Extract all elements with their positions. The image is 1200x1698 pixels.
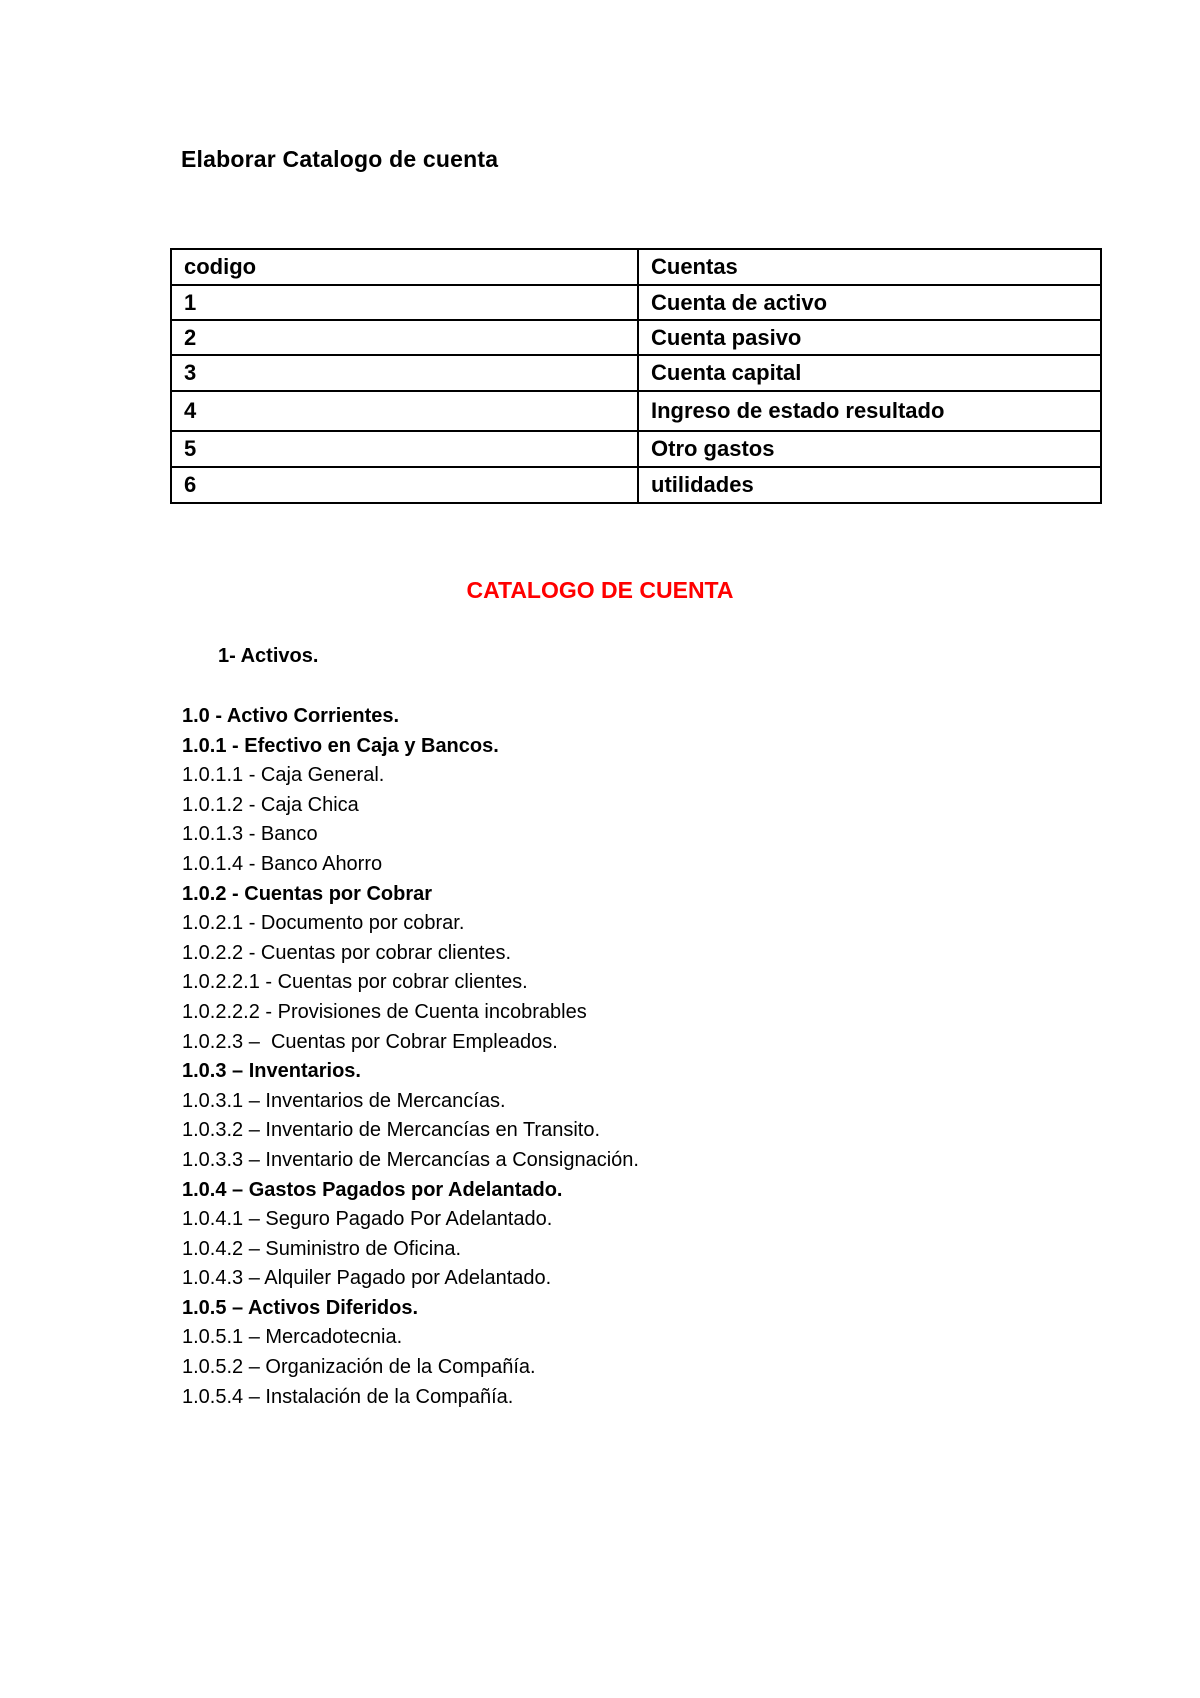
table-row: [171, 285, 1101, 320]
table-row: [171, 320, 1101, 355]
catalog-entry: 1.0.3.3 – Inventario de Mercancías a Consignación.: [182, 1148, 639, 1171]
catalog-entry: 1.0.2 - Cuentas por Cobrar: [182, 882, 433, 905]
table-cell-account: Cuenta pasivo: [638, 320, 1101, 355]
catalog-entry: 1.0.5.2 – Organización de la Compañía.: [182, 1356, 536, 1379]
catalog-entry: 1.0.3.1 – Inventarios de Mercancías.: [182, 1089, 506, 1112]
catalog-entry: 1.0.5.1 – Mercadotecnia.: [182, 1326, 403, 1349]
table-cell-account: Cuenta de activo: [638, 285, 1101, 320]
section-heading-activos: 1- Activos.: [218, 645, 319, 667]
catalog-entry: 1.0.4.2 – Suministro de Oficina.: [182, 1237, 462, 1260]
catalog-entry: 1.0.4.3 – Alquiler Pagado por Adelantado.: [182, 1267, 552, 1290]
catalog-entry: 1.0.2.2.2 - Provisiones de Cuenta incobrables: [182, 1000, 587, 1023]
catalog-list: [182, 702, 639, 1412]
table-cell-code: 2: [171, 320, 638, 355]
table-cell-account: utilidades: [638, 467, 1101, 503]
table-cell-account: Otro gastos: [638, 431, 1101, 467]
catalog-entry: 1.0.5.4 – Instalación de la Compañía.: [182, 1385, 514, 1408]
table-cell-account: Cuenta capital: [638, 355, 1101, 391]
catalog-entry: 1.0.2.3 – Cuentas por Cobrar Empleados.: [182, 1030, 558, 1053]
table-cell-account: Ingreso de estado resultado: [638, 391, 1101, 431]
catalog-entry: 1.0.1.3 - Banco: [182, 823, 318, 846]
catalog-entry: 1.0.2.2.1 - Cuentas por cobrar clientes.: [182, 971, 528, 994]
catalog-entry: 1.0.3.2 – Inventario de Mercancías en Transito.: [182, 1119, 601, 1142]
catalog-entry: 1.0 - Activo Corrientes.: [182, 705, 400, 727]
table-header-row: [171, 249, 1101, 285]
table-row: [171, 391, 1101, 431]
catalog-entry: 1.0.4.1 – Seguro Pagado Por Adelantado.: [182, 1208, 553, 1231]
table-cell-code: 6: [171, 467, 638, 503]
catalog-entry: 1.0.1.1 - Caja General.: [182, 764, 385, 787]
catalog-entry: 1.0.2.2 - Cuentas por cobrar clientes.: [182, 941, 512, 964]
table-row: [171, 355, 1101, 391]
catalog-entry: 1.0.2.1 - Documento por cobrar.: [182, 912, 465, 935]
table-cell-code: 4: [171, 391, 638, 431]
catalog-heading: CATALOGO DE CUENTA: [466, 577, 734, 603]
table-cell-code: 5: [171, 431, 638, 467]
page-title: Elaborar Catalogo de cuenta: [181, 146, 499, 172]
catalog-entry: 1.0.5 – Activos Diferidos.: [182, 1296, 419, 1319]
catalog-entry: 1.0.1 - Efectivo en Caja y Bancos.: [182, 734, 499, 757]
header-codigo: codigo: [171, 249, 638, 285]
table-row: [171, 467, 1101, 503]
table-row: [171, 431, 1101, 467]
catalog-entry: 1.0.3 – Inventarios.: [182, 1060, 361, 1083]
catalog-entry: 1.0.1.4 - Banco Ahorro: [182, 852, 383, 875]
header-cuentas: Cuentas: [638, 249, 1101, 285]
accounts-table: [170, 248, 1102, 504]
catalog-entry: 1.0.1.2 - Caja Chica: [182, 793, 359, 816]
table-cell-code: 1: [171, 285, 638, 320]
table-cell-code: 3: [171, 355, 638, 391]
catalog-entry: 1.0.4 – Gastos Pagados por Adelantado.: [182, 1178, 563, 1201]
